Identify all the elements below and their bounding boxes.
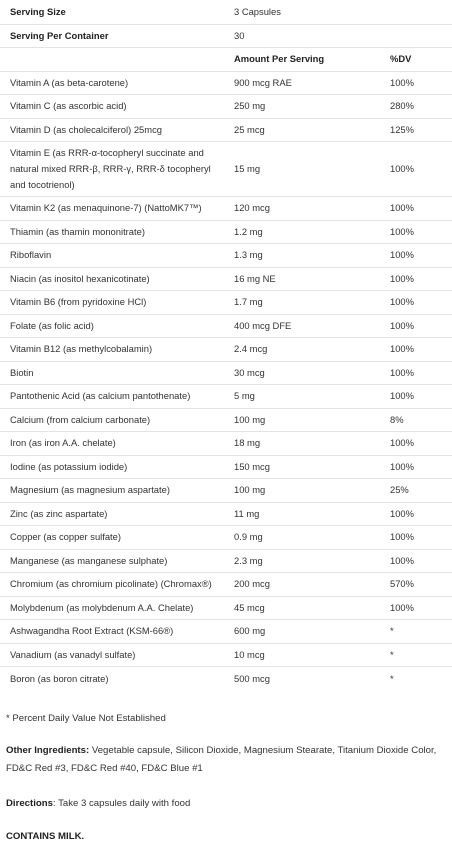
nutrient-name: Iron (as iron A.A. chelate) — [0, 432, 224, 456]
nutrient-row — [0, 244, 452, 268]
serving-size-row — [0, 0, 452, 24]
nutrient-name: Pantothenic Acid (as calcium pantothenate) — [0, 385, 224, 409]
nutrient-row — [0, 118, 452, 142]
nutrient-daily-value: 100% — [380, 385, 452, 409]
nutrient-row — [0, 479, 452, 503]
directions-text: : Take 3 capsules daily with food — [52, 798, 191, 809]
nutrient-daily-value: 100% — [380, 197, 452, 221]
servings-per-container-row — [0, 24, 452, 47]
column-header-row — [0, 47, 452, 71]
nutrient-amount: 1.7 mg — [224, 291, 380, 315]
nutrient-row — [0, 220, 452, 244]
nutrient-amount: 11 mg — [224, 502, 380, 526]
nutrient-amount: 500 mcg — [224, 667, 380, 691]
nutrient-name: Vanadium (as vanadyl sulfate) — [0, 643, 224, 667]
nutrient-row — [0, 291, 452, 315]
nutrient-daily-value: 100% — [380, 142, 452, 197]
nutrient-amount: 200 mcg — [224, 573, 380, 597]
nutrient-daily-value: 125% — [380, 118, 452, 142]
nutrient-amount: 400 mcg DFE — [224, 314, 380, 338]
nutrient-row — [0, 71, 452, 95]
nutrient-name: Ashwagandha Root Extract (KSM-66®) — [0, 620, 224, 644]
nutrient-row — [0, 142, 452, 197]
nutrient-name: Vitamin K2 (as menaquinone-7) (NattoMK7™) — [0, 197, 224, 221]
nutrient-row — [0, 314, 452, 338]
allergen-warning — [6, 828, 446, 846]
nutrient-name: Calcium (from calcium carbonate) — [0, 408, 224, 432]
nutrient-amount: 0.9 mg — [224, 526, 380, 550]
nutrient-name: Boron (as boron citrate) — [0, 667, 224, 691]
nutrient-amount: 5 mg — [224, 385, 380, 409]
nutrient-amount: 2.3 mg — [224, 549, 380, 573]
nutrient-amount: 16 mg NE — [224, 267, 380, 291]
nutrient-row — [0, 455, 452, 479]
nutrient-daily-value: 100% — [380, 361, 452, 385]
nutrient-row — [0, 596, 452, 620]
nutrient-amount: 25 mcg — [224, 118, 380, 142]
nutrient-daily-value: 100% — [380, 455, 452, 479]
nutrient-row — [0, 385, 452, 409]
nutrient-name: Vitamin B6 (from pyridoxine HCl) — [0, 291, 224, 315]
nutrient-amount: 1.3 mg — [224, 244, 380, 268]
nutrient-row — [0, 643, 452, 667]
nutrient-daily-value: 100% — [380, 314, 452, 338]
other-ingredients — [6, 742, 446, 778]
nutrient-name: Vitamin E (as RRR-α-tocopheryl succinate and natural mixed RRR-β, RRR-γ, RRR-δ tocopheryl and tocotrienol) — [0, 142, 224, 197]
nutrient-name: Vitamin D (as cholecalciferol) 25mcg — [0, 118, 224, 142]
allergen-text: CONTAINS MILK. — [6, 831, 85, 842]
nutrient-row — [0, 667, 452, 691]
nutrient-amount: 120 mcg — [224, 197, 380, 221]
amount-per-serving-header: Amount Per Serving — [224, 47, 380, 71]
nutrient-daily-value: * — [380, 620, 452, 644]
nutrient-daily-value: * — [380, 667, 452, 691]
nutrient-row — [0, 361, 452, 385]
nutrient-daily-value: 100% — [380, 596, 452, 620]
nutrient-daily-value: 100% — [380, 71, 452, 95]
nutrient-daily-value: 100% — [380, 549, 452, 573]
nutrient-row — [0, 338, 452, 362]
nutrient-name: Zinc (as zinc aspartate) — [0, 502, 224, 526]
nutrient-row — [0, 526, 452, 550]
nutrient-amount: 1.2 mg — [224, 220, 380, 244]
nutrient-daily-value: 100% — [380, 244, 452, 268]
nutrient-daily-value: 100% — [380, 267, 452, 291]
serving-size-value: 3 Capsules — [234, 5, 281, 17]
nutrient-name: Riboflavin — [0, 244, 224, 268]
nutrient-amount: 600 mg — [224, 620, 380, 644]
nutrient-daily-value: 100% — [380, 432, 452, 456]
nutrient-name: Vitamin B12 (as methylcobalamin) — [0, 338, 224, 362]
nutrient-amount: 15 mg — [224, 142, 380, 197]
nutrient-row — [0, 549, 452, 573]
nutrient-name: Thiamin (as thamin mononitrate) — [0, 220, 224, 244]
nutrient-name: Iodine (as potassium iodide) — [0, 455, 224, 479]
nutrient-amount: 10 mcg — [224, 643, 380, 667]
nutrient-amount: 250 mg — [224, 95, 380, 119]
footnote: * Percent Daily Value Not Established — [6, 713, 166, 724]
nutrient-amount: 2.4 mcg — [224, 338, 380, 362]
daily-value-header: %DV — [380, 47, 452, 71]
nutrient-daily-value: 100% — [380, 220, 452, 244]
nutrient-daily-value: 8% — [380, 408, 452, 432]
nutrient-row — [0, 197, 452, 221]
nutrient-row — [0, 432, 452, 456]
nutrient-name: Vitamin A (as beta-carotene) — [0, 71, 224, 95]
directions — [6, 795, 446, 813]
nutrient-amount: 150 mcg — [224, 455, 380, 479]
serving-size-label: Serving Size — [10, 5, 66, 17]
nutrient-daily-value: 100% — [380, 338, 452, 362]
other-ingredients-text: Vegetable capsule, Silicon Dioxide, Magnesium Stearate, Titanium Dioxide Color, FD&C Red #3, FD&C Red #40, FD&C Blue #1 — [6, 745, 437, 774]
nutrient-name: Chromium (as chromium picolinate) (Chromax®) — [0, 573, 224, 597]
nutrient-daily-value: 570% — [380, 573, 452, 597]
nutrient-name: Molybdenum (as molybdenum A.A. Chelate) — [0, 596, 224, 620]
nutrient-row — [0, 573, 452, 597]
nutrient-name: Copper (as copper sulfate) — [0, 526, 224, 550]
nutrient-name: Niacin (as inositol hexanicotinate) — [0, 267, 224, 291]
nutrient-amount: 18 mg — [224, 432, 380, 456]
nutrient-amount: 30 mcg — [224, 361, 380, 385]
nutrient-row — [0, 502, 452, 526]
nutrient-daily-value: 100% — [380, 291, 452, 315]
servings-per-container-label: Serving Per Container — [0, 24, 224, 47]
nutrient-name: Vitamin C (as ascorbic acid) — [0, 95, 224, 119]
nutrient-amount: 45 mcg — [224, 596, 380, 620]
servings-per-container-value: 30 — [224, 24, 380, 47]
nutrient-name: Magnesium (as magnesium aspartate) — [0, 479, 224, 503]
nutrient-name: Manganese (as manganese sulphate) — [0, 549, 224, 573]
nutrient-row — [0, 95, 452, 119]
nutrient-daily-value: 100% — [380, 526, 452, 550]
nutrient-row — [0, 267, 452, 291]
nutrient-amount: 100 mg — [224, 479, 380, 503]
nutrient-row — [0, 408, 452, 432]
nutrient-name: Folate (as folic acid) — [0, 314, 224, 338]
nutrient-daily-value: 280% — [380, 95, 452, 119]
nutrient-amount: 900 mcg RAE — [224, 71, 380, 95]
directions-label: Directions — [6, 798, 53, 809]
nutrient-name: Biotin — [0, 361, 224, 385]
nutrient-daily-value: 100% — [380, 502, 452, 526]
nutrient-daily-value: 25% — [380, 479, 452, 503]
other-ingredients-label: Other Ingredients: — [6, 745, 90, 756]
nutrient-row — [0, 620, 452, 644]
nutrient-daily-value: * — [380, 643, 452, 667]
nutrient-amount: 100 mg — [224, 408, 380, 432]
